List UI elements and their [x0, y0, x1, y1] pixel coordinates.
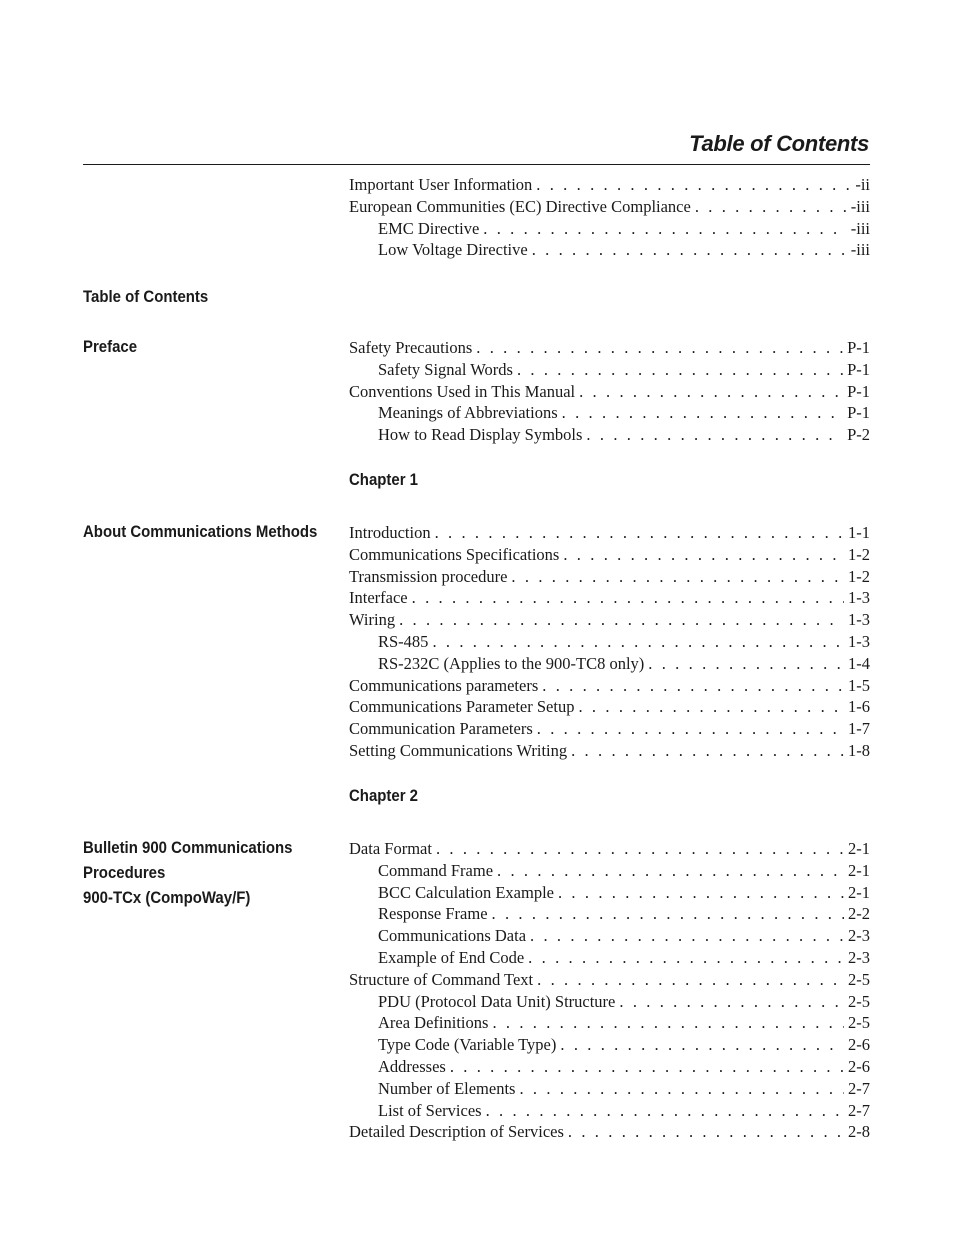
- dot-leader: [450, 1056, 844, 1078]
- toc-entry[interactable]: [349, 424, 870, 446]
- toc-entry[interactable]: [349, 903, 870, 925]
- toc-entry-title: Communication Parameters: [349, 719, 533, 739]
- toc-entry-page-number: 1-1: [848, 523, 870, 542]
- toc-entry-title: Command Frame: [378, 860, 494, 880]
- toc-entry[interactable]: [349, 1121, 870, 1143]
- dot-leader: [532, 239, 847, 261]
- dot-leader: [578, 696, 844, 718]
- chapter-2-heading-line: Procedures: [83, 863, 166, 882]
- dot-leader: [528, 947, 844, 969]
- toc-entry-title: EMC Directive: [378, 218, 480, 238]
- dot-leader: [399, 609, 844, 631]
- toc-entry-page-number: 2-5: [848, 969, 870, 989]
- toc-entry-title: PDU (Protocol Data Unit) Structure: [378, 991, 616, 1011]
- dot-leader: [476, 337, 843, 359]
- toc-entry[interactable]: [349, 337, 870, 359]
- toc-entry[interactable]: [349, 718, 870, 740]
- toc-entry-title: Example of End Code: [378, 947, 525, 967]
- toc-entry-title: Communications Data: [378, 926, 527, 946]
- toc-entry-page-number: 1-7: [848, 719, 870, 739]
- toc-entry-page-number: 2-6: [848, 1056, 870, 1076]
- dot-leader: [486, 1100, 844, 1122]
- toc-entry-title: Introduction: [349, 523, 431, 542]
- toc-entry-title: Wiring: [349, 610, 396, 630]
- preface-heading: Preface: [83, 337, 138, 356]
- toc-entry-page-number: 2-1: [848, 839, 870, 858]
- toc-entry-title: RS-485: [378, 631, 429, 651]
- dot-leader: [492, 903, 844, 925]
- toc-entry[interactable]: [349, 1034, 870, 1056]
- toc-entry-page-number: -ii: [855, 175, 870, 194]
- toc-entry[interactable]: [349, 1056, 870, 1078]
- toc-entry[interactable]: [349, 609, 870, 631]
- dot-leader: [519, 1078, 844, 1100]
- toc-entry-page-number: 2-1: [848, 882, 870, 902]
- toc-entry-page-number: -iii: [850, 240, 870, 260]
- toc-entry-title: List of Services: [378, 1100, 482, 1120]
- toc-entry-title: Structure of Command Text: [349, 969, 534, 989]
- toc-entry-page-number: P-1: [847, 359, 870, 379]
- toc-entry-title: European Communities (EC) Directive Compliance: [349, 196, 691, 216]
- toc-entry-title: Communications Specifications: [349, 544, 560, 564]
- dot-leader: [517, 359, 843, 381]
- toc-entry-page-number: 2-5: [848, 1013, 870, 1033]
- toc-entry[interactable]: [349, 381, 870, 403]
- toc-entry[interactable]: [349, 587, 870, 609]
- chapter-1-label: Chapter 1: [349, 470, 419, 489]
- toc-entry[interactable]: [349, 218, 870, 240]
- toc-entry[interactable]: [349, 969, 870, 991]
- toc-entry-page-number: 1-2: [848, 566, 870, 586]
- chapter-2-label: Chapter 2: [349, 786, 419, 805]
- dot-leader: [562, 402, 843, 424]
- toc-entry-title: Number of Elements: [378, 1078, 516, 1098]
- toc-entry-page-number: 1-2: [848, 544, 870, 564]
- toc-entry-page-number: 2-2: [848, 904, 870, 924]
- toc-front-matter: [349, 174, 870, 261]
- toc-entry-page-number: 1-8: [848, 740, 870, 760]
- dot-leader: [530, 925, 844, 947]
- toc-entry-page-number: -iii: [850, 196, 870, 216]
- dot-leader: [619, 991, 844, 1013]
- toc-entry[interactable]: [349, 631, 870, 653]
- toc-entry-page-number: 2-7: [848, 1078, 870, 1098]
- toc-entry-title: Setting Communications Writing: [349, 740, 568, 760]
- toc-entry-title: Area Definitions: [378, 1013, 489, 1033]
- toc-chapter-1: [349, 522, 870, 762]
- toc-entry[interactable]: [349, 402, 870, 424]
- toc-entry-title: Transmission procedure: [349, 566, 508, 586]
- toc-entry-title: Safety Precautions: [349, 338, 473, 357]
- page-title: Table of Contents: [689, 131, 869, 156]
- toc-entry-page-number: 2-3: [848, 947, 870, 967]
- toc-entry-page-number: 2-7: [848, 1100, 870, 1120]
- dot-leader: [537, 718, 844, 740]
- toc-entry-title: Communications parameters: [349, 675, 539, 695]
- toc-chapter-2: [349, 838, 870, 1143]
- chapter-2-heading-line: Bulletin 900 Communications: [83, 838, 293, 857]
- dot-leader: [579, 381, 843, 403]
- toc-entry-page-number: 1-6: [848, 697, 870, 717]
- dot-leader: [558, 882, 844, 904]
- toc-entry-title: Detailed Description of Services: [349, 1122, 564, 1142]
- toc-entry-title: Type Code (Variable Type): [378, 1035, 557, 1055]
- dot-leader: [542, 675, 844, 697]
- dot-leader: [648, 653, 844, 675]
- dot-leader: [497, 860, 844, 882]
- toc-entry[interactable]: [349, 544, 870, 566]
- toc-entry-title: BCC Calculation Example: [378, 882, 554, 902]
- toc-entry[interactable]: [349, 882, 870, 904]
- toc-entry[interactable]: [349, 1078, 870, 1100]
- toc-entry-page-number: 1-3: [848, 631, 870, 651]
- toc-entry-title: Important User Information: [349, 175, 533, 194]
- dot-leader: [436, 838, 844, 860]
- toc-entry-page-number: 1-3: [848, 610, 870, 630]
- toc-entry[interactable]: [349, 359, 870, 381]
- toc-entry-page-number: -iii: [850, 218, 870, 238]
- toc-entry[interactable]: [349, 1100, 870, 1122]
- toc-section-heading: Table of Contents: [83, 287, 209, 306]
- toc-entry-page-number: 1-4: [848, 653, 870, 673]
- chapter-1-heading: About Communications Methods: [83, 522, 318, 541]
- toc-entry[interactable]: [349, 239, 870, 261]
- dot-leader: [483, 218, 846, 240]
- dot-leader: [537, 969, 844, 991]
- toc-entry[interactable]: [349, 838, 870, 860]
- toc-entry-page-number: 1-3: [848, 588, 870, 608]
- toc-entry-title: Low Voltage Directive: [378, 240, 528, 260]
- dot-leader: [435, 522, 844, 544]
- toc-entry[interactable]: [349, 947, 870, 969]
- dot-leader: [536, 174, 851, 196]
- toc-entry-title: How to Read Display Symbols: [378, 425, 583, 445]
- dot-leader: [568, 1121, 844, 1143]
- toc-entry[interactable]: [349, 696, 870, 718]
- toc-entry[interactable]: [349, 860, 870, 882]
- dot-leader: [511, 566, 844, 588]
- dot-leader: [412, 587, 844, 609]
- toc-entry-page-number: 2-5: [848, 991, 870, 1011]
- toc-entry-title: Communications Parameter Setup: [349, 697, 575, 717]
- toc-entry-page-number: P-1: [847, 381, 870, 401]
- toc-entry-page-number: 1-5: [848, 675, 870, 695]
- toc-entry[interactable]: [349, 174, 870, 196]
- toc-entry-page-number: P-2: [847, 425, 870, 445]
- chapter-2-heading: [83, 835, 303, 910]
- dot-leader: [586, 424, 843, 446]
- toc-entry[interactable]: [349, 740, 870, 762]
- dot-leader: [563, 544, 844, 566]
- dot-leader: [432, 631, 844, 653]
- chapter-2-heading-line: 900-TCx (CompoWay/F): [83, 888, 251, 907]
- toc-entry-page-number: P-1: [847, 403, 870, 423]
- toc-entry[interactable]: [349, 925, 870, 947]
- toc-entry-title: Addresses: [378, 1056, 446, 1076]
- toc-entry-page-number: 2-1: [848, 860, 870, 880]
- toc-entry-title: Response Frame: [378, 904, 488, 924]
- toc-entry[interactable]: [349, 196, 870, 218]
- dot-leader: [560, 1034, 844, 1056]
- toc-entry[interactable]: [349, 653, 870, 675]
- dot-leader: [492, 1012, 844, 1034]
- toc-entry[interactable]: [349, 991, 870, 1013]
- toc-entry-title: Safety Signal Words: [378, 359, 513, 379]
- toc-entry-title: Data Format: [349, 839, 432, 858]
- dot-leader: [695, 196, 847, 218]
- toc-entry-title: Interface: [349, 588, 408, 608]
- toc-entry-page-number: 2-3: [848, 926, 870, 946]
- title-rule: [83, 164, 870, 165]
- toc-entry[interactable]: [349, 675, 870, 697]
- toc-entry[interactable]: [349, 1012, 870, 1034]
- dot-leader: [571, 740, 844, 762]
- toc-entry[interactable]: [349, 522, 870, 544]
- toc-preface: [349, 337, 870, 446]
- toc-entry-page-number: P-1: [847, 338, 870, 357]
- toc-entry-title: Meanings of Abbreviations: [378, 403, 558, 423]
- toc-entry-page-number: 2-6: [848, 1035, 870, 1055]
- toc-entry-title: RS-232C (Applies to the 900-TC8 only): [378, 653, 645, 673]
- toc-entry-page-number: 2-8: [848, 1122, 870, 1142]
- toc-entry-title: Conventions Used in This Manual: [349, 381, 576, 401]
- toc-entry[interactable]: [349, 566, 870, 588]
